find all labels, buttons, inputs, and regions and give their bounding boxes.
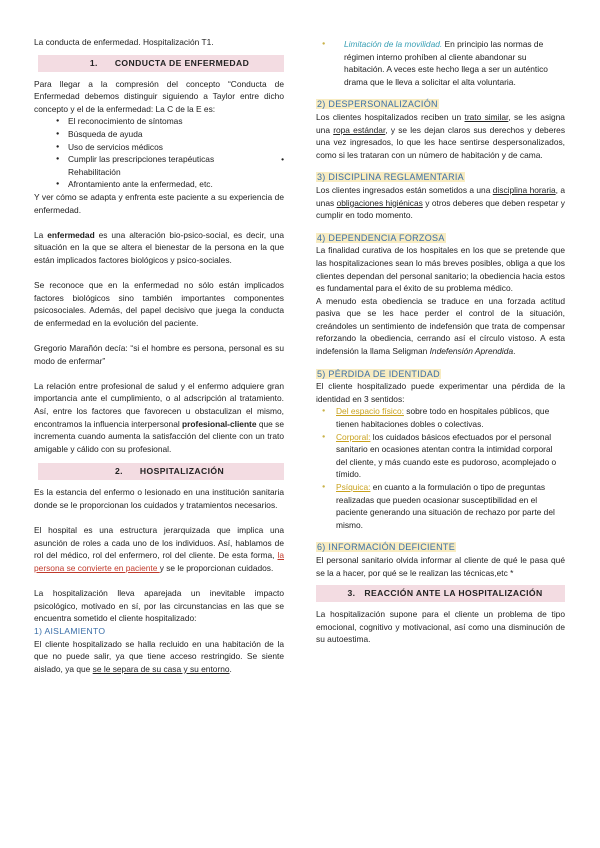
- dependencia-paragraph-1: La finalidad curativa de los hospitales en los que se pretende que las hospitalizaciones sean lo más breves posibles, obliga a que los clientes dependan del personal sanitario; la obediencia hacia estos es fundamental para el éxito de su problema médico.: [316, 245, 565, 294]
- subheading-dependencia: 4) DEPENDENCIA FORZOSA: [317, 232, 445, 243]
- list-item: ● Corporal: los cuidados básicos efectuados por el personal sanitario en ocasiones atentan contra la intimidad corporal del cliente, y más cuando este es pudoroso, acomplejado o tímido.: [316, 431, 565, 481]
- list-item: ● Psíquica: en cuanto a la formulación o tipo de preguntas realizadas que pueden ocasionar susceptibilidad en el paciente generando una situación de rechazo por parte del mismo.: [316, 481, 565, 531]
- maranon-quote: Gregorio Marañón decía: “si el hombre es persona, personal es su modo de enfermar”: [34, 343, 284, 366]
- symptom-list: [34, 115, 284, 191]
- section-heading-1: 1. CONDUCTA DE ENFERMEDAD: [38, 55, 284, 72]
- intro-paragraph: Para llegar a la compresión del concepto “Conducta de Enfermedad debemos distinguir siguiendo a Taylor entre dicho concepto y el de la enfermedad: La C de la E es:: [34, 78, 284, 114]
- subheading-aislamiento: 1) AISLAMIENTO: [34, 625, 106, 636]
- reaccion-paragraph: La hospitalización supone para el cliente un problema de tipo emocional, cognitivo y motivacional, así como una disminución de su autoestima.: [316, 609, 565, 645]
- identidad-paragraph: El cliente hospitalizado puede experimentar una pérdida de la identidad en 3 sentidos:: [316, 381, 565, 404]
- subheading-disciplina: 3) DISCIPLINA REGLAMENTARIA: [317, 172, 464, 183]
- section-heading-2: 2. HOSPITALIZACIÓN: [38, 463, 284, 480]
- bullet-mark: •: [281, 154, 284, 165]
- estancia-paragraph: Es la estancia del enfermo o lesionado en una institución sanitaria donde se le proporcionan los cuidados y tratamientos necesarios.: [34, 487, 284, 510]
- doc-title: La conducta de enfermedad. Hospitalización T1.: [34, 37, 214, 47]
- subheading-identidad: 5) PÉRDIDA DE IDENTIDAD: [317, 368, 440, 379]
- relacion-paragraph: La relación entre profesional de salud y el enfermo adquiere gran importancia ante el cumplimiento, o al adscripción al tratamiento. Así, entre los factores que favorecen u obstaculizan el mismo, encontramos la influencia interpersonal profesional-cliente que se incrementa cuando aumenta la satisfacción del cliente con un trato amigable y cálido con su profesional.: [34, 380, 284, 454]
- identidad-list: [316, 405, 565, 531]
- list-item: ● Uso de servicios médicos: [34, 141, 284, 154]
- disciplina-paragraph: Los clientes ingresados están sometidos a una disciplina horaria, a unas obligaciones higiénicas y otros deberes que deben respetar y cumplir en todo momento.: [316, 184, 565, 221]
- informacion-paragraph: El personal sanitario olvida informar al cliente de qué le pasa qué se la a hacer, por qué se le realizan las técnicas,etc *: [316, 554, 565, 578]
- list-item: ● Del espacio físico: sobre todo en hospitales públicos, que tienen habitaciones dobles o colectivas.: [316, 405, 565, 430]
- despersonalizacion-paragraph: Los clientes hospitalizados reciben un trato similar, se les asigna una ropa estándar, y se les dejan claros sus derechos y deberes una vez ingresados, lo que les hace sentirse despersonalizados, como si les trataran con un número de habitación y de cama.: [316, 111, 566, 160]
- adapt-paragraph: Y ver cómo se adapta y enfrenta este paciente a su experiencia de enfermedad.: [34, 191, 284, 215]
- list-item: ● Limitación de la movilidad. En principio las normas de régimen interno prohíben al cliente abandonar su habitación. A veces este hecho llega a ser un auténtico drama que le lleva a solicitar el alta voluntaria.: [316, 38, 565, 88]
- enfermedad-paragraph: La enfermedad es una alteración bio-psico-social, es decir, una situación en la que se altera el bienestar de la persona en la que están implicados factores biológicos y psico-sociales.: [34, 229, 284, 265]
- subheading-informacion: 6) INFORMACIÓN DEFICIENTE: [317, 542, 456, 553]
- section-heading-3: 3. REACCIÓN ANTE LA HOSPITALIZACIÓN: [316, 585, 565, 602]
- impacto-paragraph: La hospitalización lleva aparejada un inevitable impacto psicológico, motivado en sí, por las circunstancias en las que se encuentra sometido el cliente hospitalizado:: [34, 588, 284, 624]
- hospital-paragraph: El hospital es una estructura jerarquizada que implica una asunción de roles a cada uno de los individuos. Así, hablamos de rol del médico, rol del enfermero, rol del cliente. De esta forma, la persona se convierte en paciente y se le proporcionan cuidados.: [34, 525, 284, 573]
- right-column: [316, 38, 565, 646]
- list-item: ● El reconocimiento de síntomas: [34, 115, 284, 128]
- aislamiento-paragraph: El cliente hospitalizado se halla recluido en una habitación de la que no puede salir, ya que tiene acceso restringido. Se siente aislado, ya que se le separa de su casa y su entorno.: [34, 638, 284, 674]
- movilidad-list: [316, 38, 565, 88]
- list-item: ● Afrontamiento ante la enfermedad, etc.: [34, 178, 284, 191]
- list-item: ● Cumplir las prescripciones terapéuticas Rehabilitación •: [34, 153, 284, 178]
- list-item: ● Búsqueda de ayuda: [34, 128, 284, 141]
- dependencia-paragraph-2: A menudo esta obediencia se traduce en una forzada actitud pasiva que se les hace perder el control de la situación, creándoles un sentimiento de indefensión que trata de compensar reforzando la obediencia, cerrando así el círculo vistoso. A esta indefensión la llama Seligman Indefensión Aprendida.: [316, 295, 565, 357]
- left-column: [34, 36, 284, 675]
- reconoce-paragraph: Se reconoce que en la enfermedad no sólo están implicados factores biológicos sino también importantes componentes psicosociales. Además, del papel decisivo que juega la conducta de enfermedad en la evolución del paciente.: [34, 280, 284, 328]
- subheading-despersonalizacion: 2) DESPERSONALIZACIÓN: [317, 99, 438, 110]
